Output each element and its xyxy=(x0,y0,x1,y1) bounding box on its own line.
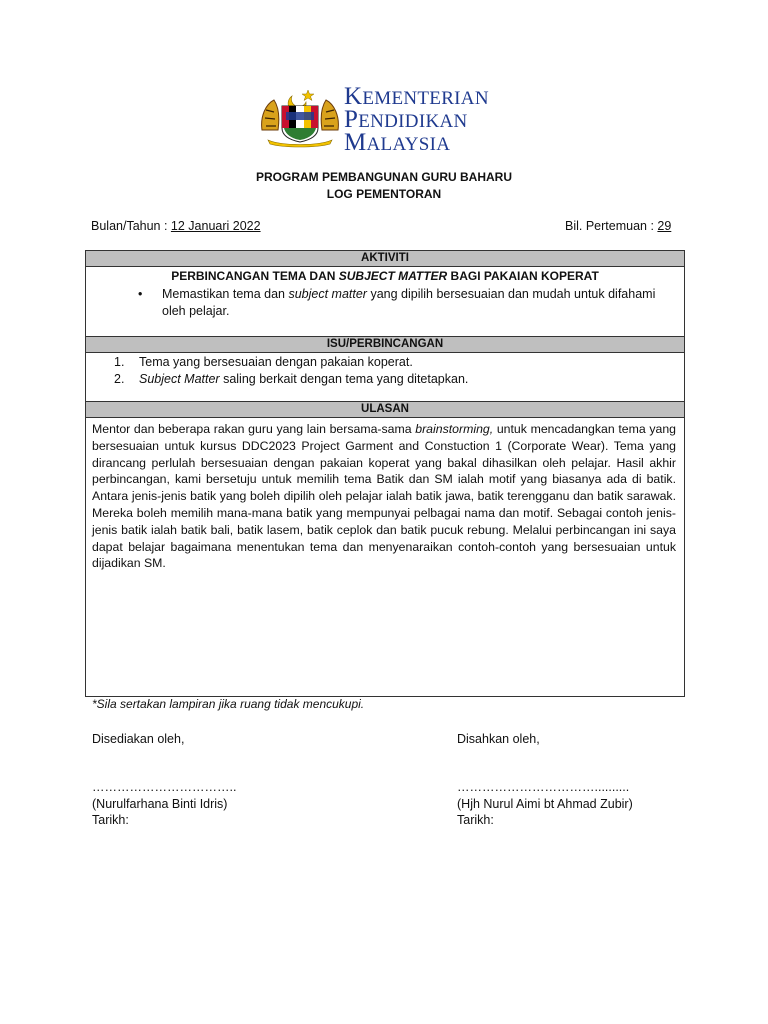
aktiviti-title-part: BAGI PAKAIAN KOPERAT xyxy=(447,269,599,283)
bulan-tahun xyxy=(91,219,261,233)
approved-by-label: Disahkan oleh, xyxy=(457,732,540,746)
prepared-by-dots: …………………………….. xyxy=(92,780,237,794)
isu-header: ISU/PERBINCANGAN xyxy=(86,336,684,353)
logo-text: ENDIDIKAN xyxy=(358,111,468,132)
attachment-note: *Sila sertakan lampiran jika ruang tidak mencukupi. xyxy=(92,697,365,711)
aktiviti-section xyxy=(86,269,684,336)
isu-item-2 xyxy=(114,371,684,388)
aktiviti-bullet-item xyxy=(138,286,677,320)
approved-by-name: (Hjh Nurul Aimi bt Ahmad Zubir) xyxy=(457,797,633,811)
list-number: 2. xyxy=(114,372,125,386)
bil-pertemuan xyxy=(565,219,671,233)
logo-text: ALAYSIA xyxy=(366,134,451,155)
log-title: LOG PEMENTORAN xyxy=(326,187,442,201)
ulasan-part: untuk mencadangkan tema yang bersesuaian untuk kursus DDC2023 Project Garment and Constuction 1 (Corporate Wear). Tema yang dirancang perlulah bersesuaian dengan pakaian koperat yang bakal dihasilkan oleh pelajar. Hasil akhir perbincangan, kami bersetuju untuk memilih tema Batik dan SM ialah motif yang biasanya ada di batik. Antara jenis-jenis batik yang boleh dipilih oleh pelajar ialah batik jawa, batik terengganu dan batik sarawak. Mereka boleh memilih mana-mana batik yang mempunyai pelbagai nama dan motif. Sebagai contoh jenis-jenis batik ialah batik bali, batik lasem, batik ceplok dan batik pucuk rebung. Melalui perbincangan ini saya dapat belajar bagaimana menentukan tema dan menyenaraikan contoh-contoh yang bersesuaian untuk dijadikan SM. xyxy=(92,422,676,571)
bulan-value: 12 Januari 2022 xyxy=(170,219,261,233)
logo-letter: K xyxy=(344,83,363,110)
prepared-by-label: Disediakan oleh, xyxy=(92,732,185,746)
ulasan-header: ULASAN xyxy=(86,401,684,418)
isu-section xyxy=(86,353,684,401)
logo-letter: P xyxy=(344,106,359,133)
isu-item-text: Tema yang bersesuaian dengan pakaian koperat. xyxy=(139,355,413,369)
ministry-name xyxy=(344,83,489,156)
ulasan-italic: brainstorming, xyxy=(415,422,494,436)
ulasan-text xyxy=(86,418,684,696)
aktiviti-title-part: PERBINCANGAN TEMA DAN xyxy=(171,269,339,283)
isu-item-text: saling berkait dengan tema yang ditetapkan. xyxy=(219,372,469,386)
ministry-logo xyxy=(258,83,510,156)
approved-by-dots: …………………………….......... xyxy=(457,780,630,794)
logo-text: EMENTERIAN xyxy=(362,88,489,109)
isu-item-italic: Subject Matter xyxy=(139,372,220,386)
aktiviti-item-italic: subject matter xyxy=(288,287,367,301)
aktiviti-item-text: Memastikan tema dan xyxy=(162,287,289,301)
bullet-icon: • xyxy=(138,287,143,301)
bil-value: 29 xyxy=(657,219,672,233)
mentoring-log-table xyxy=(85,250,685,697)
ulasan-part: Mentor dan beberapa rakan guru yang lain bersama-sama xyxy=(92,422,416,436)
prepared-by-date: Tarikh: xyxy=(92,813,129,827)
bulan-label: Bulan/Tahun : xyxy=(91,219,171,233)
aktiviti-title xyxy=(86,269,684,283)
aktiviti-header: AKTIVITI xyxy=(86,251,684,267)
prepared-by-name: (Nurulfarhana Binti Idris) xyxy=(92,797,228,811)
aktiviti-item-text: yang dipilih bersesuaian dan mudah untuk difahami oleh pelajar. xyxy=(162,287,656,318)
program-title: PROGRAM PEMBANGUNAN GURU BAHARU xyxy=(256,170,512,184)
malaysia-coat-of-arms-icon xyxy=(258,86,342,148)
list-number: 1. xyxy=(114,355,125,369)
approved-by-date: Tarikh: xyxy=(457,813,494,827)
aktiviti-title-italic: SUBJECT MATTER xyxy=(338,269,448,283)
logo-letter: M xyxy=(344,129,367,156)
isu-item-1 xyxy=(114,354,684,371)
bil-label: Bil. Pertemuan : xyxy=(565,219,658,233)
